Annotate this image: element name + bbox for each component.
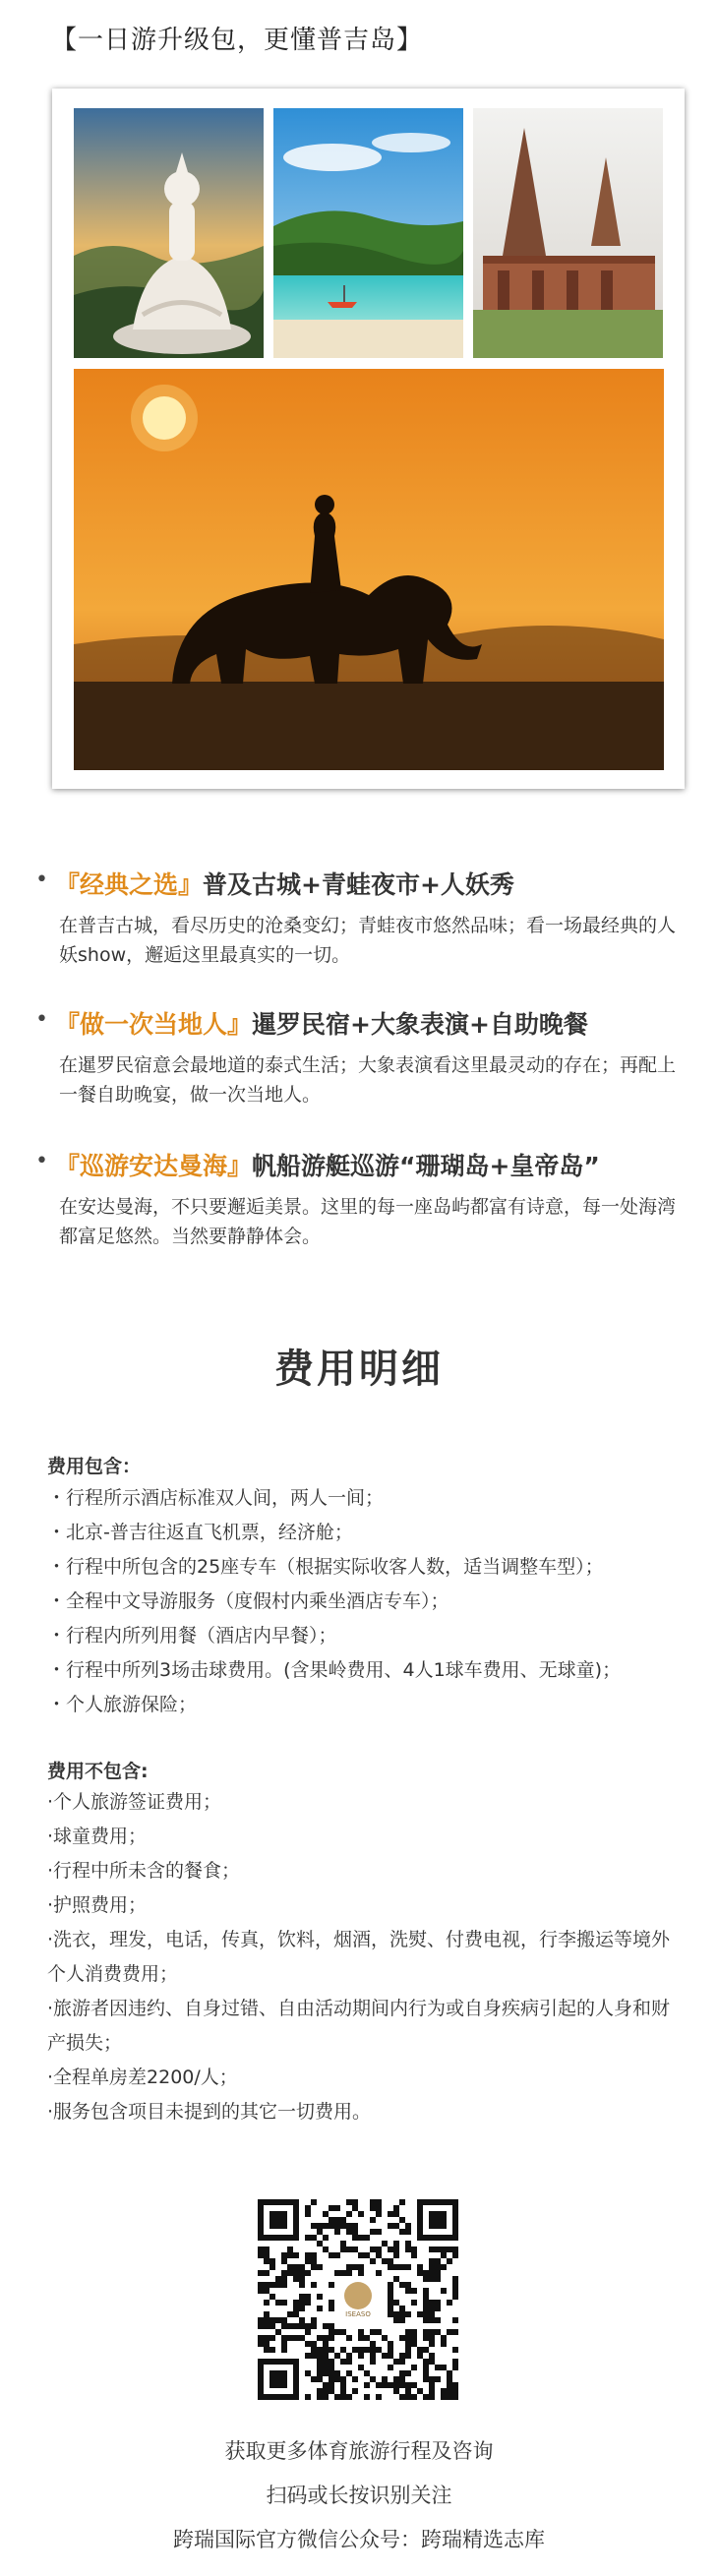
fees-section-title: 费用明细 [274,1347,444,1392]
qr-code-icon[interactable] [258,2199,458,2400]
feature-heading [55,1005,588,1041]
tropical-beach-icon [273,108,463,358]
fee-list-item: ·个人旅游签证费用； [47,1791,222,1813]
feature-accent: 『做一次当地人』 [55,1010,253,1039]
photo-collage [52,89,685,789]
fees-included-list [47,1481,687,1722]
feature-desc: 在普吉古城，看尽历史的沧桑变幻；青蛙夜市悠然品味；看一场最经典的人妖show，邂逅这里最真实的一切。 [59,915,677,966]
fee-list-item: ·洗衣，理发，电话，传真，饮料，烟酒，洗熨、付费电视，行李搬运等境外个人消费费用； [47,1929,671,1985]
fee-list-item: ·护照费用； [47,1894,148,1916]
page-title: 【一日游升级包，更懂普吉岛】 [51,26,424,55]
bullet-icon: • [35,868,48,892]
footer-line-3: 跨瑞国际官方微信公众号：跨瑞精选志库 [173,2528,545,2551]
fee-list-item: ·旅游者因违约、自身过错、自由活动期间内行为或自身疾病引起的人身和财产损失； [47,1998,671,2054]
bullet-icon: • [35,1007,48,1032]
feature-desc: 在暹罗民宿意会最地道的泰式生活；大象表演看这里最灵动的存在；再配上一餐自助晚宴，做一次当地人。 [59,1054,677,1106]
feature-title: 普及古城+青蛙夜市+人妖秀 [203,870,514,899]
buddha-statue-icon [74,108,264,358]
fee-list-item: ・个人旅游保险； [47,1694,198,1715]
fees-excluded-list [47,1785,687,2129]
fee-list-item: ·全程单房差2200/人； [47,2067,238,2088]
fee-list-item: ·球童费用； [47,1826,148,1847]
fees-excluded-label: 费用不包含: [47,1761,149,1782]
temple-ruins-icon [473,108,663,358]
fee-list-item: ・行程中所包含的25座专车（根据实际收客人数，适当调整车型）； [47,1556,604,1578]
fee-list-item: ・行程所示酒店标准双人间，两人一间； [47,1487,385,1509]
fee-list-item: ・行程内所列用餐（酒店内早餐）； [47,1625,337,1647]
feature-heading [55,866,514,901]
feature-accent: 『经典之选』 [55,870,204,899]
feature-title: 暹罗民宿+大象表演+自助晚餐 [252,1010,588,1039]
qr-logo-text: ISEASO [345,2310,371,2318]
elephant-sunset-icon [74,369,664,770]
footer-line-2: 扫码或长按识别关注 [266,2484,452,2507]
fee-list-item: ·服务包含项目未提到的其它一切费用。 [47,2101,372,2123]
qr-logo-icon [344,2282,372,2309]
fees-included-label: 费用包含： [47,1456,142,1477]
feature-title: 帆船游艇巡游“珊瑚岛+皇帝岛” [252,1152,600,1180]
feature-desc: 在安达曼海，不只要邂逅美景。这里的每一座岛屿都富有诗意，每一处海湾都富足悠然。当然要静静体会。 [59,1196,677,1247]
fee-list-item: ・全程中文导游服务（度假村内乘坐酒店专车）； [47,1590,449,1612]
fee-list-item: ・北京-普吉往返直飞机票，经济舱； [47,1522,353,1543]
fee-list-item: ·行程中所未含的餐食； [47,1860,241,1882]
bullet-icon: • [35,1149,48,1173]
feature-heading [55,1147,600,1182]
footer-line-1: 获取更多体育旅游行程及咨询 [224,2439,494,2463]
fee-list-item: ・行程中所列3场击球费用。(含果岭费用、4人1球车费用、无球童)； [47,1659,622,1681]
feature-accent: 『巡游安达曼海』 [55,1152,253,1180]
